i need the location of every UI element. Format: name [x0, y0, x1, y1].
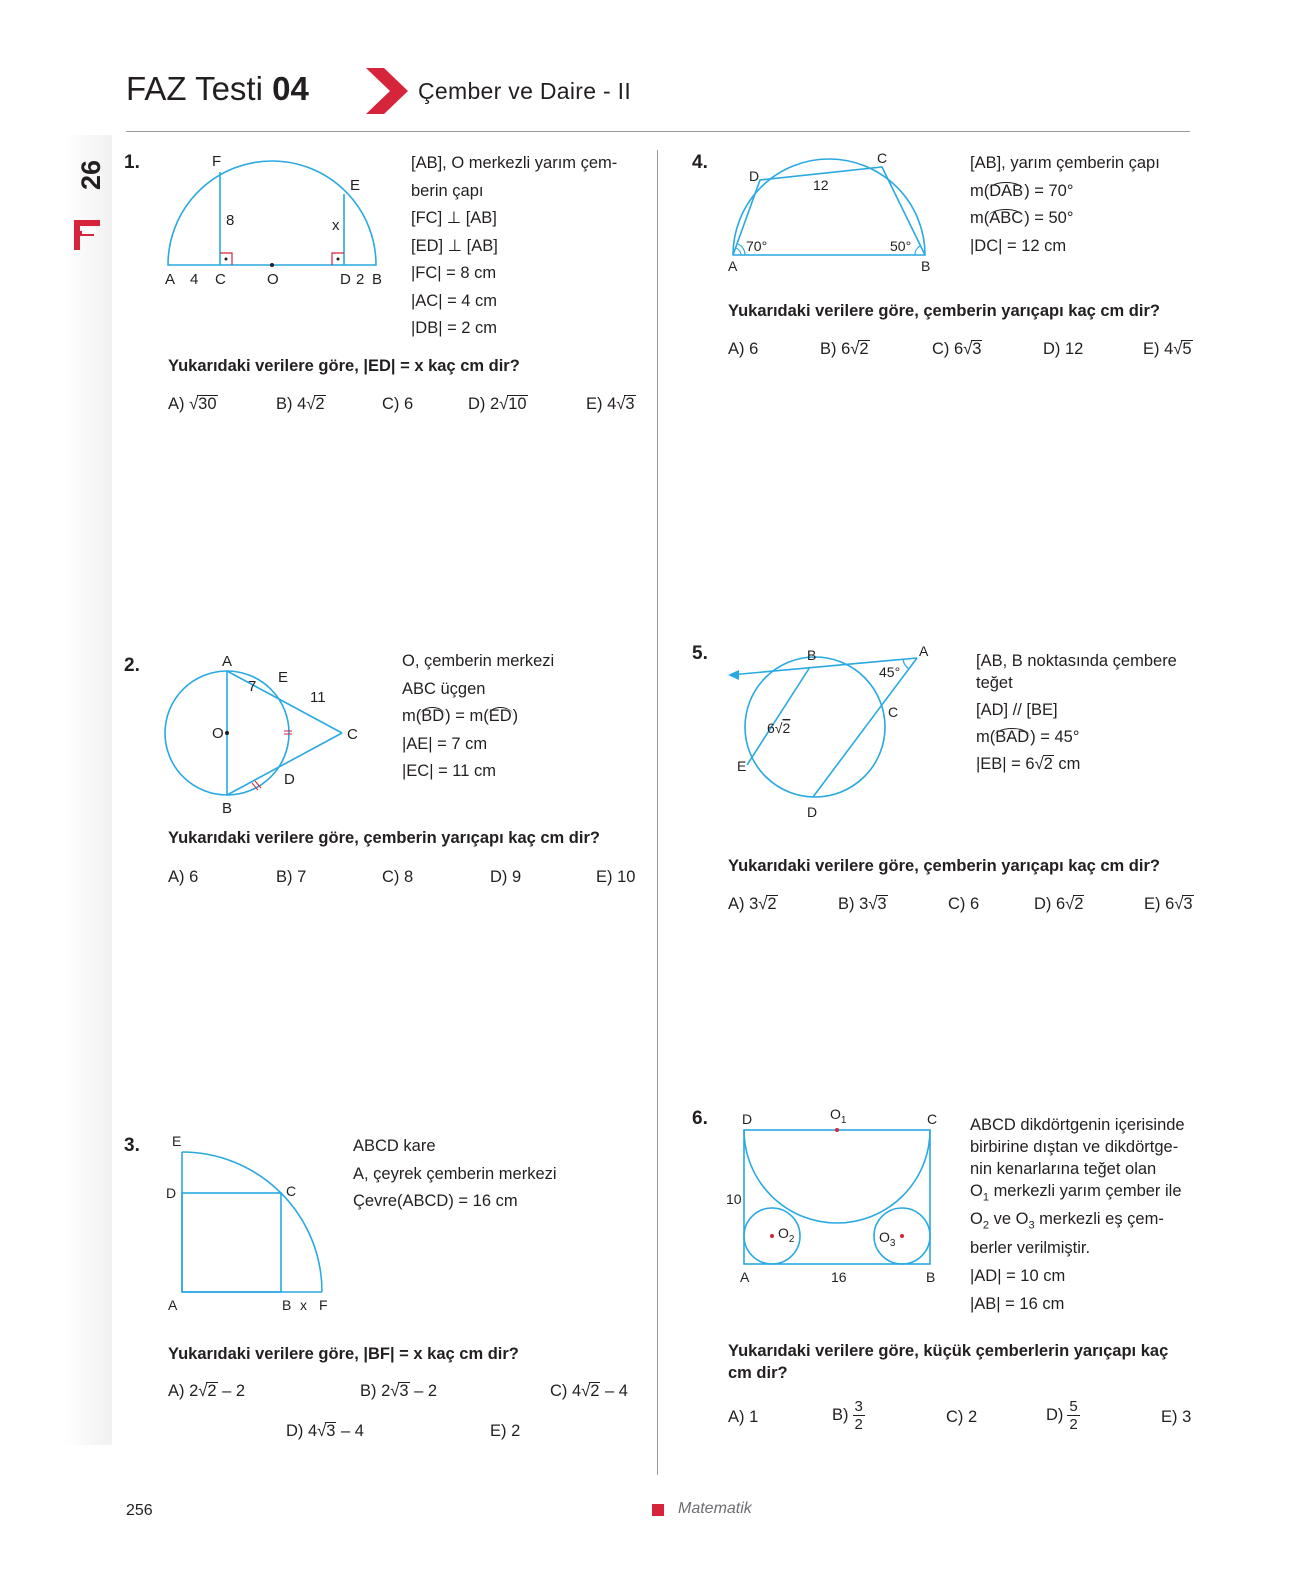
svg-text:B: B	[282, 1297, 292, 1313]
svg-text:C: C	[286, 1183, 297, 1199]
svg-text:C: C	[877, 150, 888, 166]
option-d[interactable]: D) $\frac{5}{2}$	[1046, 1398, 1078, 1433]
given-line: |AB| = 16 cm	[970, 1294, 1065, 1313]
svg-text:D: D	[749, 168, 760, 184]
question-1-text: Yukarıdaki verilere göre, |ED| = x kaç cm dir?	[168, 357, 520, 375]
option-a[interactable]: A) 2√2 – 2	[168, 1382, 246, 1400]
given-line: berler verilmiştir.	[970, 1238, 1091, 1257]
question-5-given	[976, 650, 1190, 775]
given-line: |DB| = 2 cm	[411, 319, 498, 337]
question-5-figure	[725, 640, 950, 830]
given-line: ABCD kare	[353, 1137, 436, 1155]
given-line: O, çemberin merkezi	[402, 652, 555, 670]
question-6-figure	[722, 1100, 952, 1290]
given-line-arc: m(BD) = m(ED)	[402, 707, 519, 725]
question-1-figure	[160, 150, 410, 290]
question-6-given	[970, 1114, 1196, 1315]
svg-text:E: E	[278, 669, 289, 686]
svg-text:6√2: 6√2	[767, 720, 791, 736]
option-d[interactable]: D) 2√10	[468, 395, 527, 413]
svg-text:D: D	[284, 771, 295, 788]
svg-text:O1: $O_1$	[830, 1106, 847, 1126]
option-c[interactable]: C) 6	[948, 895, 980, 913]
question-3-figure	[160, 1128, 350, 1313]
svg-text:D: D	[166, 1185, 177, 1201]
option-d[interactable]: D) 12	[1043, 340, 1084, 358]
option-a[interactable]: A) 1	[728, 1408, 759, 1426]
question-1-options	[168, 395, 640, 419]
option-e[interactable]: E) 3	[1161, 1408, 1192, 1426]
option-e[interactable]: E) 10	[596, 868, 636, 886]
question-5-options	[728, 895, 1193, 919]
option-a[interactable]: A) √30	[168, 395, 217, 413]
option-b[interactable]: B) 6√2	[820, 340, 869, 358]
option-a[interactable]: A) 6	[168, 868, 199, 886]
svg-text:x: x	[332, 217, 340, 234]
svg-text:C: C	[347, 726, 358, 743]
question-2-number: 2.	[124, 655, 140, 676]
given-line: berin çapı	[411, 181, 484, 200]
question-6-number: 6.	[692, 1108, 708, 1129]
given-line-angle: m(DAB) = 70°	[970, 181, 1074, 200]
svg-text:B: B	[222, 800, 233, 817]
question-2-figure	[160, 650, 370, 815]
svg-text:D: D	[807, 804, 818, 820]
chevron-right-icon	[366, 68, 408, 114]
question-2-text: Yukarıdaki verilere göre, çemberin yarıçapı kaç cm dir?	[168, 829, 600, 847]
svg-text:O2: $O_2$	[778, 1225, 795, 1245]
svg-text:C: C	[927, 1111, 938, 1127]
question-3-number: 3.	[124, 1135, 140, 1156]
header-divider	[126, 131, 1190, 132]
svg-text:O: O	[267, 271, 279, 288]
question-1-number: 1.	[124, 152, 140, 173]
side-page-number: 26	[76, 159, 106, 190]
given-line: [FC] ⊥ [AB]	[411, 209, 497, 227]
option-a[interactable]: A) 6	[728, 340, 759, 358]
given-line: birbirine dıştan ve dikdörtge-	[970, 1138, 1179, 1156]
given-line: $O_2$ ve $O_3$ merkezli eş çem-	[970, 1210, 1164, 1232]
option-b[interactable]: B) $\frac{3}{2}$	[832, 1398, 863, 1433]
svg-text:O: O	[212, 725, 224, 742]
svg-text:50°: 50°	[890, 238, 912, 254]
given-line: |AC| = 4 cm	[411, 291, 498, 310]
svg-text:x: x	[300, 1297, 307, 1313]
option-b[interactable]: B) 4√2	[276, 395, 325, 413]
question-5-text: Yukarıdaki verilere göre, çemberin yarıçapı kaç cm dir?	[728, 857, 1160, 875]
svg-text:45°: 45°	[879, 664, 901, 680]
given-line: |AE| = 7 cm	[402, 734, 488, 753]
svg-text:B: B	[926, 1269, 936, 1285]
given-line: A, çeyrek çemberin merkezi	[353, 1164, 557, 1183]
test-number: 04	[272, 70, 309, 107]
option-d[interactable]: D) 4√3 – 4	[286, 1422, 364, 1440]
given-line-angle: m(BAD) = 45°	[976, 728, 1080, 746]
given-line: $O_1$ merkezli yarım çember ile	[970, 1182, 1182, 1204]
given-line-angle: m(ABC) = 50°	[970, 209, 1074, 227]
svg-text:70°: 70°	[746, 238, 768, 254]
given-line: ABC üçgen	[402, 679, 486, 698]
given-line: |AD| = 10 cm	[970, 1266, 1066, 1285]
option-d[interactable]: D) 6√2	[1034, 895, 1084, 913]
given-line: [AB, B noktasında çembere teğet	[976, 652, 1177, 692]
option-a[interactable]: A) 3√2	[728, 895, 777, 913]
svg-text:B: B	[807, 647, 817, 663]
faz-side-badge	[70, 150, 110, 255]
test-label: FAZ Testi	[126, 70, 263, 107]
option-b[interactable]: B) 2√3 – 2	[360, 1382, 438, 1400]
given-line: |EC| = 11 cm	[402, 762, 497, 780]
option-c[interactable]: C) 6√3	[932, 340, 982, 358]
svg-text:16: 16	[831, 1269, 847, 1285]
svg-text:C: C	[888, 704, 899, 720]
footer-subject: Matematik	[678, 1500, 752, 1517]
svg-text:8: 8	[226, 212, 235, 229]
question-3-text: Yukarıdaki verilere göre, |BF| = x kaç cm dir?	[168, 1345, 519, 1363]
svg-text:B: B	[372, 271, 383, 288]
question-4-figure	[725, 150, 955, 275]
question-6-text: Yukarıdaki verilere göre, küçük çemberlerin yarıçapı kaç cm dir?	[728, 1342, 1169, 1382]
given-line: ABCD dikdörtgenin içerisinde	[970, 1116, 1185, 1134]
option-b[interactable]: B) 3√3	[838, 895, 887, 913]
svg-text:A: A	[165, 271, 176, 288]
svg-text:E: E	[350, 177, 361, 194]
svg-text:A: A	[740, 1269, 750, 1285]
option-c[interactable]: C) 2	[946, 1408, 978, 1426]
question-3-options	[168, 1382, 640, 1442]
svg-text:F: F	[212, 153, 222, 170]
option-b[interactable]: B) 7	[276, 868, 307, 886]
option-c[interactable]: C) 6	[382, 395, 414, 413]
svg-text:F: F	[319, 1297, 328, 1313]
svg-text:7: 7	[248, 678, 257, 695]
question-4-number: 4.	[692, 152, 708, 173]
option-c[interactable]: C) 4√2 – 4	[550, 1382, 628, 1400]
svg-text:C: C	[215, 271, 226, 288]
given-line-eb: |EB| = 6√2 cm	[976, 755, 1081, 773]
svg-text:A: A	[728, 258, 738, 274]
question-4-text: Yukarıdaki verilere göre, çemberin yarıçapı kaç cm dir?	[728, 302, 1160, 320]
question-2-options	[168, 868, 640, 892]
column-divider	[657, 150, 658, 1475]
svg-text:4: 4	[190, 271, 199, 288]
svg-text:D: D	[742, 1111, 753, 1127]
option-e[interactable]: E) 4√3	[586, 395, 635, 413]
svg-text:E: E	[737, 758, 747, 774]
svg-text:11: 11	[310, 689, 326, 706]
option-c[interactable]: C) 8	[382, 868, 414, 886]
svg-text:D: D	[340, 271, 351, 288]
page-number: 256	[126, 1502, 153, 1519]
given-line: nin kenarlarına teğet olan	[970, 1160, 1157, 1178]
svg-text:B: B	[921, 258, 931, 274]
given-line: Çevre(ABCD) = 16 cm	[353, 1192, 518, 1210]
given-line: [AB], yarım çemberin çapı	[970, 154, 1160, 172]
svg-text:2: 2	[356, 271, 365, 288]
subject-marker	[652, 1504, 664, 1516]
svg-text:A: A	[222, 653, 233, 670]
svg-text:E: E	[172, 1133, 182, 1149]
question-3-given	[353, 1133, 643, 1216]
option-e[interactable]: E) 4√5	[1143, 340, 1192, 358]
svg-text:A: A	[919, 643, 929, 659]
given-line: |DC| = 12 cm	[970, 236, 1067, 255]
svg-text:A: A	[168, 1297, 178, 1313]
given-line: [ED] ⊥ [AB]	[411, 236, 498, 255]
question-6-options	[728, 1398, 1190, 1446]
test-title	[126, 70, 309, 108]
side-strip	[64, 135, 112, 1445]
question-1-given	[411, 150, 641, 343]
svg-text:12: 12	[813, 177, 829, 193]
option-e[interactable]: E) 2	[490, 1422, 521, 1440]
given-line: [AD] // [BE]	[976, 701, 1058, 719]
question-4-options	[728, 340, 1190, 364]
given-line: |FC| = 8 cm	[411, 264, 497, 282]
given-line: [AB], O merkezli yarım çem-	[411, 154, 618, 172]
subject-title: Çember ve Daire - II	[418, 78, 632, 104]
question-4-given	[970, 150, 1190, 260]
svg-text:10: 10	[726, 1191, 742, 1207]
option-d[interactable]: D) 9	[490, 868, 522, 886]
question-5-number: 5.	[692, 643, 708, 664]
option-e[interactable]: E) 6√3	[1144, 895, 1193, 913]
svg-text:O3: $O_3$	[879, 1229, 896, 1249]
question-2-given	[402, 648, 642, 786]
